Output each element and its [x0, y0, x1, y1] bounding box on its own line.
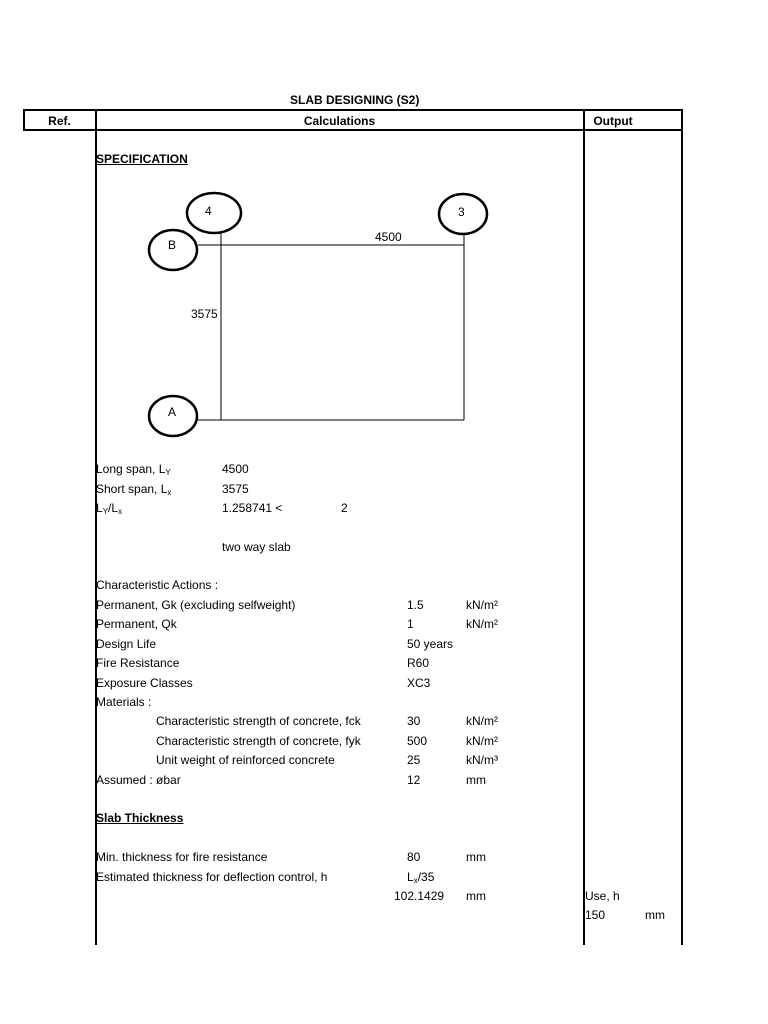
dimension-short-span: 3575	[191, 307, 218, 321]
action-label: Permanent, Qk	[96, 617, 177, 631]
span-ratio-value: 1.258741 <	[222, 501, 283, 515]
long-span-label: Long span, $L_Y$	[96, 462, 171, 477]
fire-thickness-unit: mm	[466, 850, 486, 864]
materials-heading: Materials :	[96, 695, 152, 709]
deflection-thickness-value: 102.1429	[394, 889, 445, 903]
action-value: 1.5	[407, 598, 424, 612]
short-span-label: Short span, $L_x$	[96, 482, 172, 497]
material-unit: kN/m²	[466, 734, 498, 748]
page-title: SLAB DESIGNING (S2)	[290, 93, 420, 107]
material-value: 30	[407, 714, 421, 728]
action-label: Permanent, Gk (excluding selfweight)	[96, 598, 296, 612]
action-value: 50 years	[407, 637, 454, 651]
column-header-ref: Ref.	[48, 114, 71, 128]
column-header-calculations: Calculations	[303, 114, 376, 128]
fire-thickness-value: 80	[407, 850, 421, 864]
material-label: Characteristic strength of concrete, fck	[156, 714, 361, 728]
dimension-long-span: 4500	[375, 230, 402, 244]
action-label: Exposure Classes	[96, 676, 193, 690]
long-span-value: 4500	[222, 462, 249, 476]
actions-heading: Characteristic Actions :	[96, 578, 219, 592]
material-unit: kN/m²	[466, 714, 498, 728]
action-label: Design Life	[96, 637, 157, 651]
material-value: 25	[407, 753, 421, 767]
slab-outline	[196, 232, 464, 420]
deflection-formula: $L_x/35$	[407, 870, 435, 885]
action-label: Fire Resistance	[96, 656, 180, 670]
action-value: 1	[407, 617, 414, 631]
material-value: 500	[407, 734, 428, 748]
output-use-unit: mm	[645, 908, 665, 922]
assumed-bar-unit: mm	[466, 773, 486, 787]
assumed-bar-label: Assumed : øbar	[96, 773, 181, 787]
grid-label-a: A	[168, 405, 177, 419]
assumed-bar-value: 12	[407, 773, 421, 787]
action-value: XC3	[407, 676, 431, 690]
material-label: Characteristic strength of concrete, fyk	[156, 734, 361, 748]
grid-label-b: B	[168, 238, 177, 252]
action-unit: kN/m²	[466, 617, 498, 631]
span-ratio-limit: 2	[341, 501, 348, 515]
output-use-label: Use, h	[585, 889, 620, 903]
slab-type: two way slab	[222, 540, 291, 554]
grid-bubble-4	[187, 193, 241, 233]
slab-thickness-heading: Slab Thickness	[96, 811, 184, 825]
specification-heading: SPECIFICATION	[96, 152, 188, 166]
deflection-thickness-label: Estimated thickness for deflection control, h	[96, 870, 328, 884]
column-header-output: Output	[593, 114, 633, 128]
fire-thickness-label: Min. thickness for fire resistance	[96, 850, 268, 864]
material-label: Unit weight of reinforced concrete	[156, 753, 335, 767]
short-span-value: 3575	[222, 482, 249, 496]
action-value: R60	[407, 656, 430, 670]
grid-label-4: 4	[205, 204, 212, 218]
output-use-value: 150	[585, 908, 606, 922]
material-unit: kN/m³	[466, 753, 498, 767]
span-ratio-label: $L_Y/L_x$	[96, 501, 123, 516]
deflection-thickness-unit: mm	[466, 889, 486, 903]
action-unit: kN/m²	[466, 598, 498, 612]
grid-label-3: 3	[458, 205, 465, 219]
